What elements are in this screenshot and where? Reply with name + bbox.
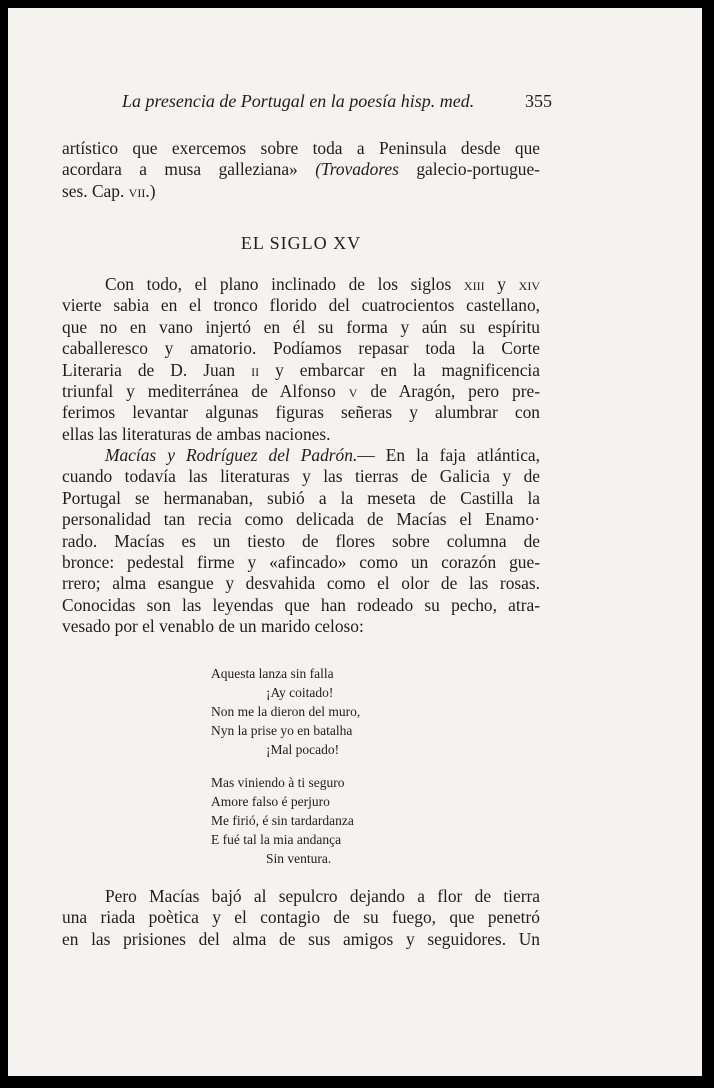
text-line: rado. Macías es un tiesto de flores sobre columna de bbox=[62, 530, 540, 551]
paragraph-2 bbox=[62, 445, 540, 638]
text-line: rrero; alma esangue y desvahida como el olor de las rosas. bbox=[62, 573, 540, 594]
verse-line: Me firió, é sin tardardanza bbox=[211, 813, 354, 828]
text-line: Con todo, el plano inclinado de los siglos xiii y xiv bbox=[105, 274, 540, 294]
verse-line: Nyn la prise yo en batalha bbox=[211, 723, 353, 738]
text-line: personalidad tan recia como delicada de Macías el Enamo· bbox=[62, 509, 540, 530]
verse-line: Non me la dieron del muro, bbox=[211, 704, 361, 719]
text-line: Literaria de D. Juan ii y embarcar en la magnificencia bbox=[62, 359, 540, 380]
text-line: vierte sabia en el tronco florido del cuatrocientos castellano, bbox=[62, 295, 540, 316]
text-line: Portugal se hermanaban, subió a la meseta de Castilla la bbox=[62, 487, 540, 508]
running-head bbox=[122, 88, 552, 114]
continuation-text bbox=[62, 138, 540, 202]
text-line: que no en vano injertó en él su forma y aún su espíritu bbox=[62, 316, 540, 337]
book-page bbox=[8, 8, 702, 1076]
paragraph-1 bbox=[62, 274, 540, 445]
text-line: triunfal y mediterránea de Alfonso v de Aragón, pero pre- bbox=[62, 380, 540, 401]
text-line: Macías y Rodríguez del Padrón.— En la faja atlántica, bbox=[105, 445, 540, 465]
text-line: vesado por el venablo de un marido celoso: bbox=[62, 616, 364, 637]
text-line: acordara a musa galleziana» (Trovadores galecio-portugue- bbox=[62, 159, 540, 180]
text-line: una riada poètica y el contagio de su fuego, que penetró bbox=[62, 907, 540, 928]
verse-line: Sin ventura. bbox=[266, 851, 332, 866]
verse-line: Mas viniendo à ti seguro bbox=[211, 775, 345, 790]
verse-line: ¡Mal pocado! bbox=[266, 742, 340, 757]
text-line: caballeresco y amatorio. Podíamos repasar toda la Corte bbox=[62, 338, 540, 359]
verse-line: ¡Ay coitado! bbox=[266, 685, 334, 700]
text-line: artístico que exercemos sobre toda a Peninsula desde que bbox=[62, 138, 540, 158]
running-head-title: La presencia de Portugal en la poesía hisp. med. bbox=[122, 91, 475, 111]
verse-line: Aquesta lanza sin falla bbox=[211, 666, 334, 681]
text-line: cuando todavía las literaturas y las tierras de Galicia y de bbox=[62, 466, 540, 487]
text-line: Conocidas son las leyendas que han rodeado su pecho, atra- bbox=[62, 594, 540, 615]
text-line: ferimos levantar algunas figuras señeras y alumbrar con bbox=[62, 402, 540, 423]
text-line: ses. Cap. vii.) bbox=[62, 180, 156, 201]
paragraph-3 bbox=[62, 886, 540, 950]
verse-line: Amore falso é perjuro bbox=[211, 794, 330, 809]
page-number: 355 bbox=[525, 91, 552, 111]
text-line: bronce: pedestal firme y «afincado» como un corazón gue- bbox=[62, 551, 540, 572]
text-line: ellas las literaturas de ambas naciones. bbox=[62, 423, 331, 444]
verse-stanza-1 bbox=[211, 664, 551, 759]
text-line: Pero Macías bajó al sepulcro dejando a flor de tierra bbox=[105, 886, 540, 906]
verse-line: E fué tal la mia andança bbox=[211, 832, 342, 847]
verse-stanza-2 bbox=[211, 773, 551, 868]
section-heading: EL SIGLO XV bbox=[240, 233, 362, 253]
text-line: en las prisiones del alma de sus amigos y seguidores. Un bbox=[62, 928, 540, 949]
